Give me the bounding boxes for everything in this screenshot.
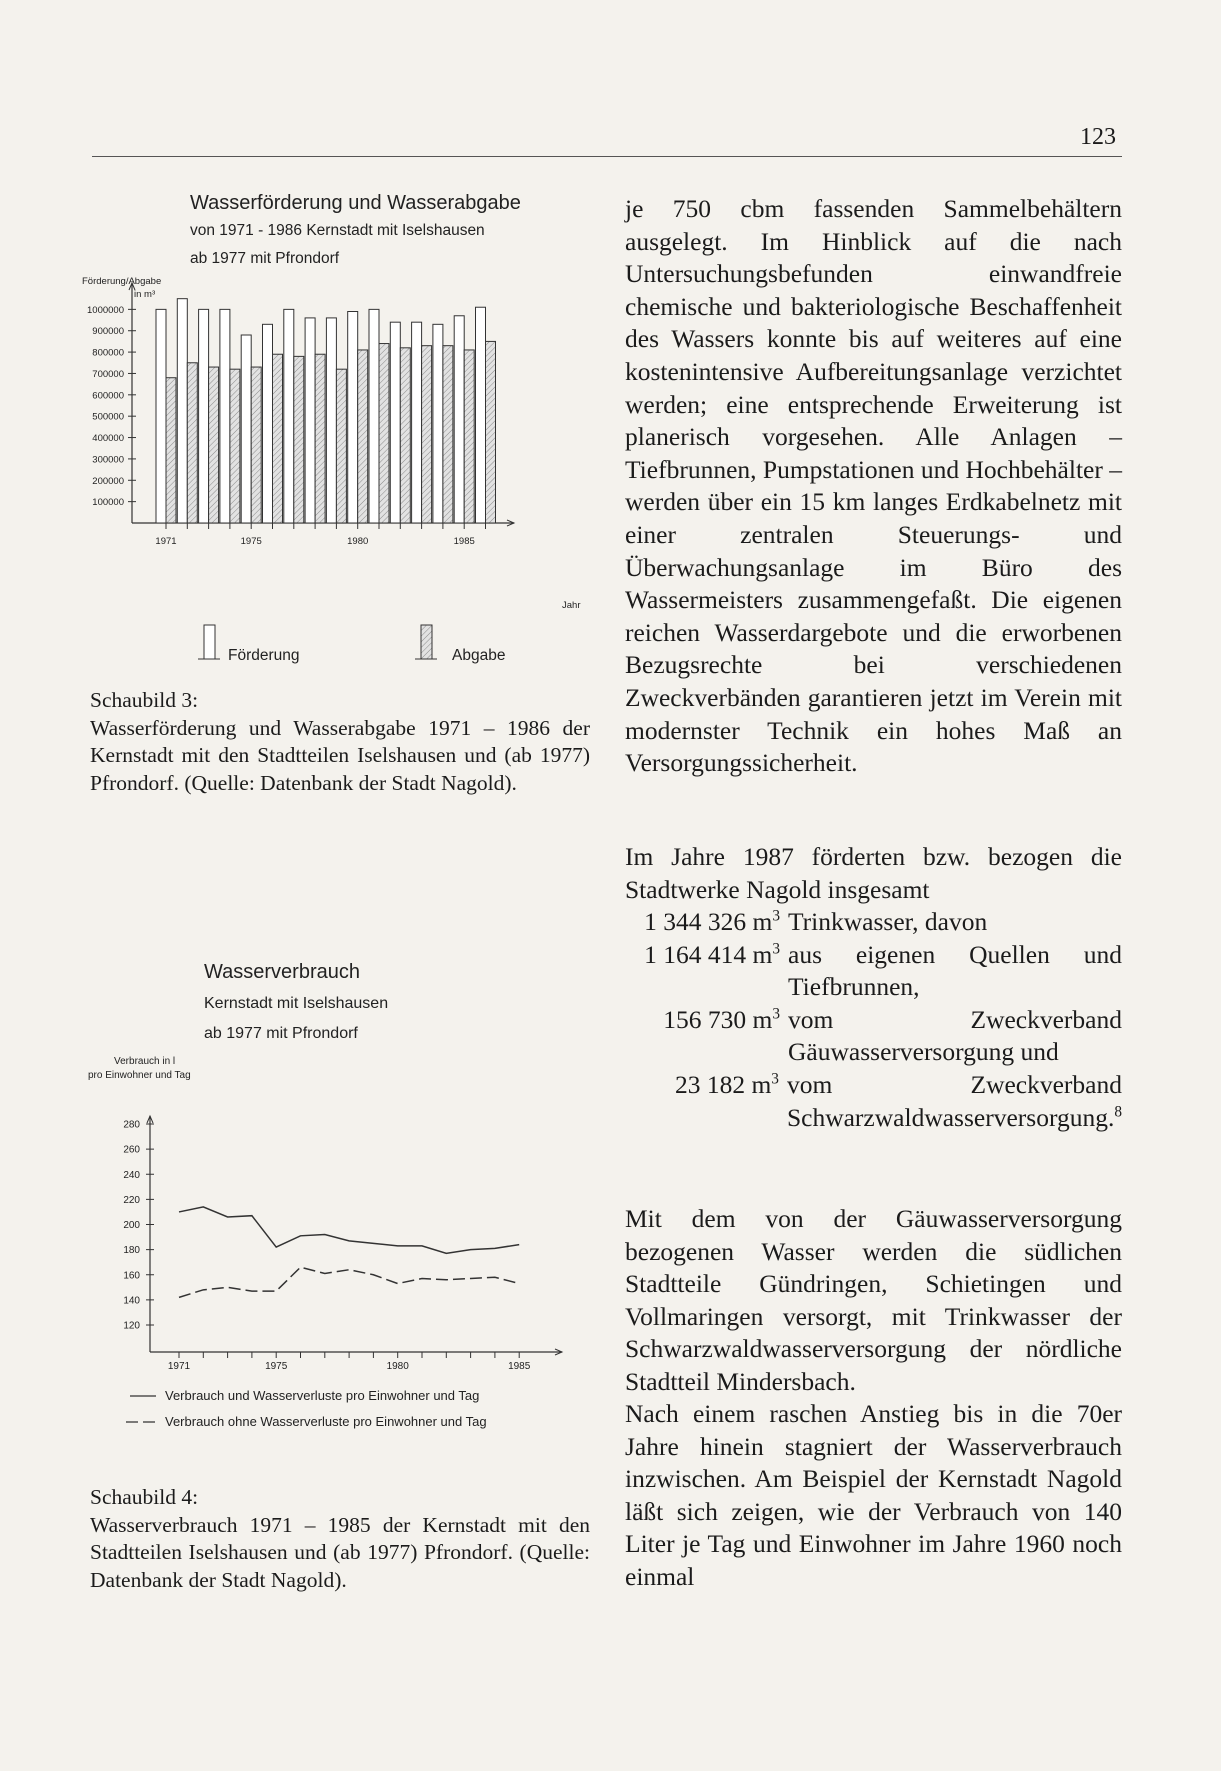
bar-abgabe	[315, 354, 325, 523]
bar-foerderung	[476, 307, 486, 523]
bar-abgabe	[443, 346, 453, 523]
list-item	[625, 1004, 1122, 1069]
bar-foerderung	[348, 312, 358, 524]
y-tick-label: 220	[123, 1194, 140, 1206]
y-tick-label: 100000	[92, 497, 124, 509]
bar-abgabe	[486, 341, 496, 523]
y-tick-label: 280	[123, 1119, 140, 1131]
figure-water-consumption-chart	[82, 950, 592, 1430]
caption-title: Schaubild 4:	[90, 1485, 199, 1509]
bar-abgabe	[230, 369, 240, 523]
chart-title: Wasserförderung und Wasserabgabe	[190, 192, 521, 214]
figure-3-caption	[90, 687, 590, 797]
paragraph-consumption-trend	[625, 1398, 1122, 1594]
y-tick-label: 180	[123, 1245, 140, 1257]
bar-abgabe	[464, 350, 474, 523]
chart-title: Wasserverbrauch	[204, 961, 360, 983]
y-tick-label: 240	[123, 1169, 140, 1181]
bar-foerderung	[454, 316, 464, 523]
legend-swatch-abgabe	[421, 625, 432, 659]
y-axis-label-1: Förderung/Abgabe	[82, 276, 162, 287]
list-item	[625, 939, 1122, 1004]
y-tick-label: 200000	[92, 475, 124, 487]
bar-foerderung	[220, 309, 230, 523]
bar-foerderung	[241, 335, 251, 523]
caption-title: Schaubild 3:	[90, 688, 199, 712]
paragraph-supply-areas	[625, 1203, 1122, 1399]
paragraph-text: Nach einem raschen Anstieg bis in die 70er Jahre hinein stagniert der Wasserverbrauch inzwischen. Am Beispiel der Kernstadt Nagold läßt sich zeigen, wie der Verbrauch von 140 Liter je Tag und Einwohner im Jahre 1960 noch einmal	[625, 1399, 1122, 1591]
volume-value: 156 730 $m^3$	[663, 1004, 780, 1034]
y-tick-label: 400000	[92, 433, 124, 445]
legend-label-with-losses: Verbrauch und Wasserverluste pro Einwohner und Tag	[165, 1388, 480, 1403]
bar-foerderung	[284, 309, 294, 523]
bar-foerderung	[326, 318, 336, 523]
legend	[126, 1388, 487, 1429]
bar-foerderung	[390, 322, 400, 523]
y-tick-label: 200	[123, 1220, 140, 1231]
volume-description: Trinkwasser, davon	[788, 907, 988, 936]
x-tick-label: 1985	[453, 536, 475, 547]
bar-abgabe	[273, 354, 283, 523]
figure-water-production-chart	[82, 183, 592, 669]
x-tick-label: 1985	[508, 1361, 531, 1372]
x-tick-label: 1980	[347, 536, 369, 547]
volume-value: 23 182 $m^3$	[674, 1069, 779, 1099]
legend-label-without-losses: Verbrauch ohne Wasserverluste pro Einwohner und Tag	[165, 1414, 487, 1429]
y-tick-label: 700000	[92, 368, 124, 380]
bar-foerderung	[199, 309, 209, 523]
series-line-with-losses	[179, 1207, 519, 1253]
bar-abgabe	[400, 348, 410, 523]
bar-foerderung	[305, 318, 315, 523]
bar-abgabe	[166, 378, 176, 523]
chart-subtitle-1: von 1971 - 1986 Kernstadt mit Iselshausen	[190, 222, 485, 239]
y-axis-label-1: Verbrauch in l	[114, 1056, 176, 1067]
bar-abgabe	[336, 369, 346, 523]
chart-subtitle-2: ab 1977 mit Pfrondorf	[190, 250, 340, 267]
volume-value: 1 164 414 $m^3$	[644, 939, 780, 969]
x-tick-label: 1971	[167, 1361, 191, 1372]
chart-subtitle-2: ab 1977 mit Pfrondorf	[204, 1025, 358, 1042]
bar-abgabe	[358, 350, 368, 523]
legend-label-abgabe: Abgabe	[452, 647, 506, 664]
plot-area	[87, 283, 514, 547]
bar-abgabe	[422, 346, 432, 523]
bar-abgabe	[187, 363, 197, 523]
volume-value: 1 344 326 $m^3$	[644, 907, 780, 936]
bar-abgabe	[379, 344, 389, 523]
page-number: 123	[1080, 124, 1116, 150]
y-tick-label: 500000	[92, 411, 124, 423]
y-tick-label: 900000	[92, 326, 124, 338]
legend-label-foerderung: Förderung	[228, 647, 300, 664]
paragraph-1987-intro	[625, 841, 1122, 906]
bar-foerderung	[263, 324, 273, 523]
bar-chart	[82, 183, 592, 669]
bar-foerderung	[369, 309, 379, 523]
volume-description: vom Zweckverband Gäuwasserversorgung und	[788, 1004, 1122, 1067]
bar-abgabe	[294, 356, 304, 523]
list-item	[625, 1069, 1122, 1134]
bar-foerderung	[433, 324, 443, 523]
y-tick-label: 300000	[92, 454, 124, 466]
figure-4-caption	[90, 1484, 590, 1594]
y-tick-label: 600000	[92, 390, 124, 402]
paragraph-text: Mit dem von der Gäuwasserversorgung bezogenen Wasser werden die südlichen Stadtteile Gündringen, Schietingen und Vollmaringen versorgt, mit Trinkwasser der Schwarzwaldwasserversorgung der nördliche Stadtteil Mindersbach.	[625, 1204, 1122, 1396]
bar-abgabe	[209, 367, 219, 523]
y-tick-label: 800000	[92, 347, 124, 359]
caption-text: Wasserförderung und Wasserabgabe 1971 – 1986 der Kernstadt mit den Stadtteilen Iselshausen und (ab 1977) Pfrondorf. (Quelle: Datenbank der Stadt Nagold).	[90, 715, 590, 795]
y-axis-label-2: in m³	[134, 289, 156, 300]
y-tick-label: 140	[123, 1295, 140, 1307]
x-tick-label: 1971	[155, 536, 177, 547]
water-volume-list	[625, 906, 1122, 1134]
chart-subtitle-1: Kernstadt mit Iselshausen	[204, 995, 389, 1012]
volume-description: aus eigenen Quellen und Tiefbrunnen,	[788, 939, 1122, 1002]
plot-area	[123, 1116, 562, 1372]
legend-swatch-foerderung	[204, 625, 215, 659]
y-tick-label: 1000000	[87, 304, 124, 316]
line-chart	[82, 950, 592, 1430]
volume-description: vom Zweckverband Schwarzwaldwasserversorgung.$^8$	[786, 1069, 1123, 1132]
caption-text: Wasserverbrauch 1971 – 1985 der Kernstadt mit den Stadtteilen Iselshausen und (ab 1977) Pfrondorf. (Quelle: Datenbank der Stadt Nagold).	[90, 1512, 590, 1592]
y-tick-label: 120	[123, 1320, 140, 1332]
list-item	[625, 906, 1122, 939]
y-tick-label: 160	[123, 1270, 140, 1282]
x-axis-label: Jahr	[562, 600, 581, 611]
paragraph-water-facilities	[625, 193, 1122, 780]
series-line-without-losses	[179, 1267, 519, 1297]
header-rule	[92, 156, 1122, 157]
x-tick-label: 1975	[240, 536, 262, 547]
y-tick-label: 260	[123, 1144, 140, 1156]
x-tick-label: 1980	[386, 1361, 409, 1372]
bar-foerderung	[412, 322, 422, 523]
bar-abgabe	[251, 367, 261, 523]
paragraph-text: Im Jahre 1987 förderten bzw. bezogen die Stadtwerke Nagold insgesamt	[625, 842, 1122, 904]
bar-foerderung	[177, 299, 187, 523]
paragraph-text: je 750 cbm fassenden Sammelbehältern ausgelegt. Im Hinblick auf die nach Untersuchungsbefunden einwandfreie chemische und bakteriologische Beschaffenheit des Wassers konnte bis auf weiteres auf eine kostenintensive Aufbereitungsanlage verzichtet werden; eine entsprechende Erweiterung ist planerisch vorgesehen. Alle Anlagen – Tiefbrunnen, Pumpstationen und Hochbehälter – werden über ein 15 km langes Erdkabelnetz mit einer zentralen Steuerungs- und Überwachungsanlage im Büro des Wassermeisters zusammengefaßt. Die eigenen reichen Wasserdargebote und die erworbenen Bezugsrechte bei verschiedenen Zweckverbänden garantieren jetzt im Verein mit modernster Technik ein hohes Maß an Versorgungssicherheit.	[625, 194, 1122, 778]
y-axis-label-2: pro Einwohner und Tag	[88, 1070, 191, 1081]
legend	[198, 625, 505, 664]
x-tick-label: 1975	[265, 1361, 288, 1372]
bar-foerderung	[156, 309, 166, 523]
